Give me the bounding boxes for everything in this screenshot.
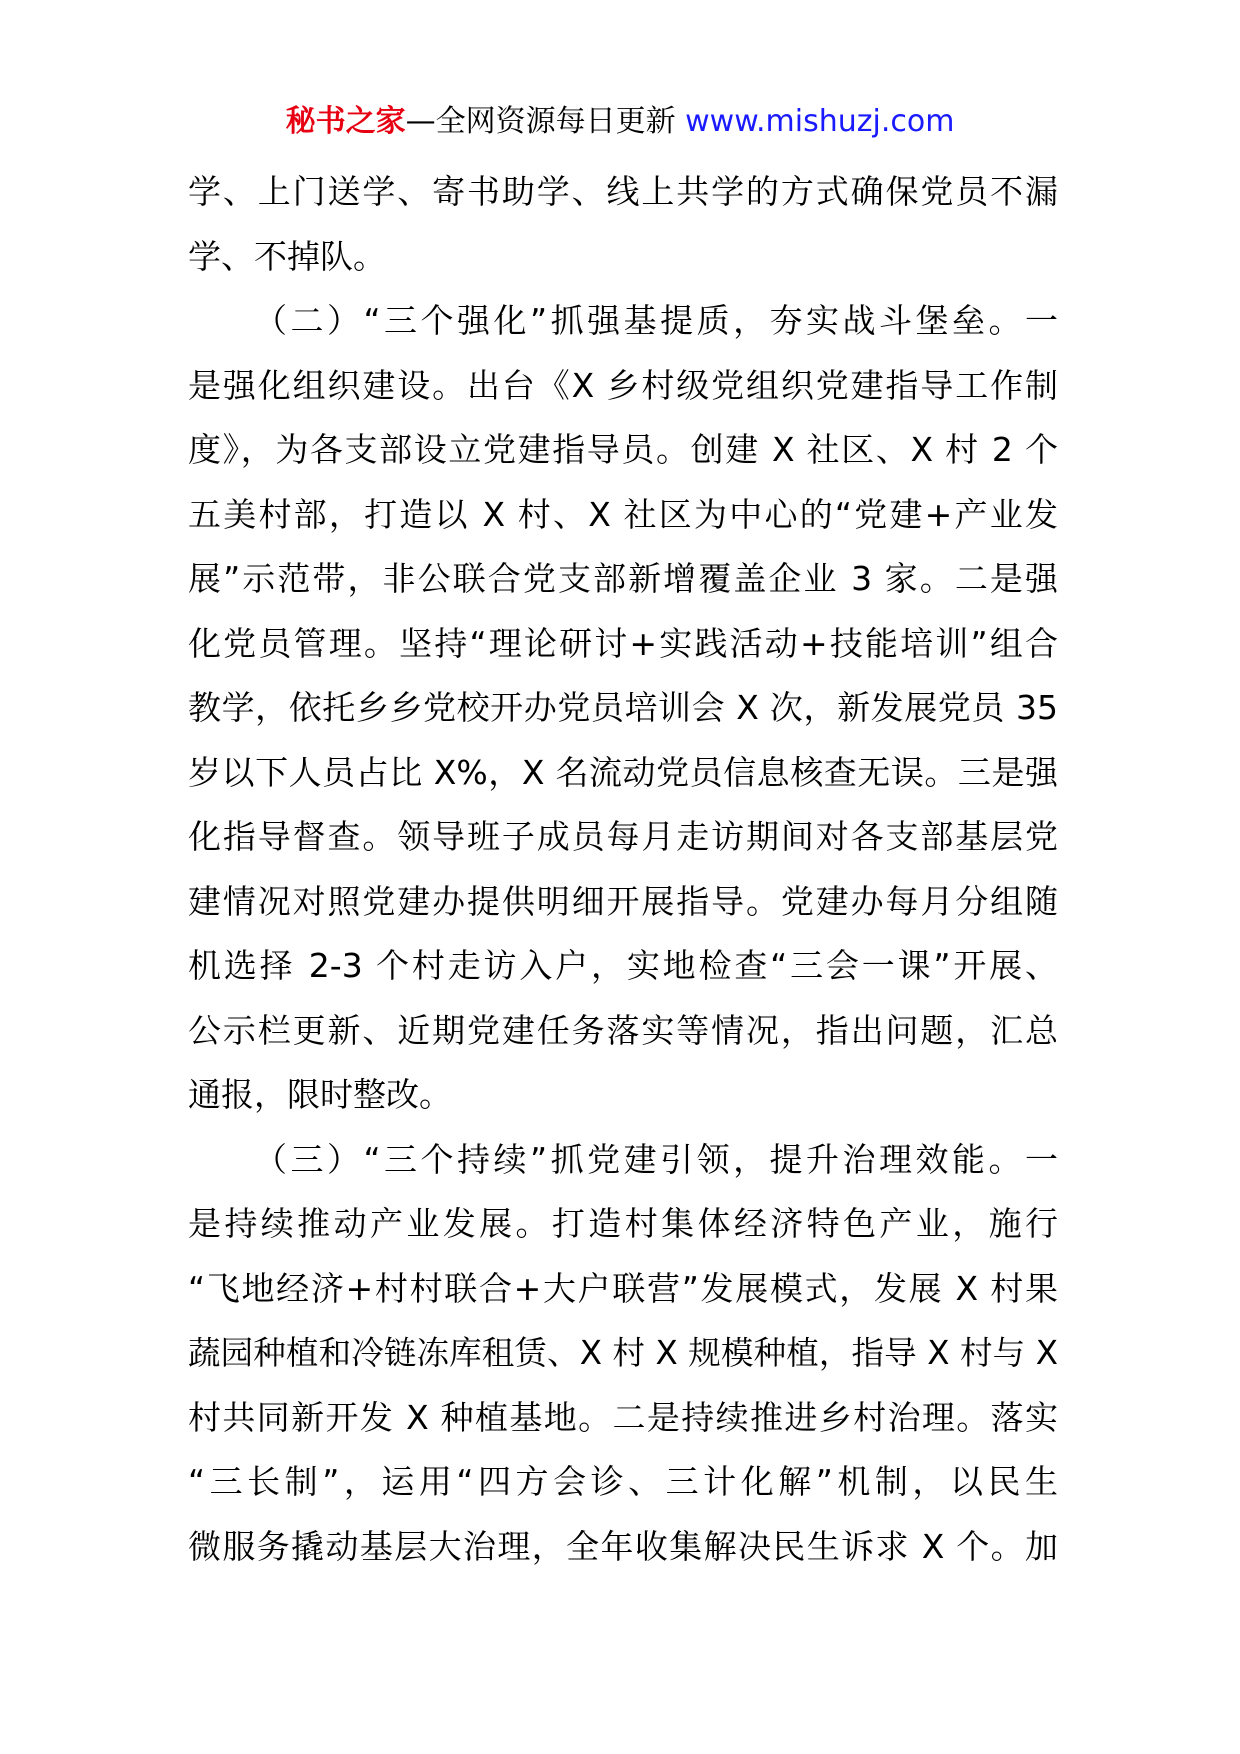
text-line: 化党员管理。坚持“理论研讨+实践活动+技能培训”组合 — [188, 623, 1058, 663]
text-line: （二）“三个强化”抓强基提质，夯实战斗堡垒。一 — [254, 301, 1058, 340]
text-line: 机选择 2-3 个村走访入户，实地检查“三会一课”开展、 — [188, 946, 1058, 985]
website-url: www.mishuzj.com — [685, 104, 955, 139]
header-tagline: —全网资源每日更新 — [405, 104, 686, 139]
text-line: 是强化组织建设。出台《X 乡村级党组织党建指导工作制 — [188, 365, 1058, 405]
text-line: 蔬园种植和冷链冻库租赁、X 村 X 规模种植，指导 X 村与 X — [188, 1334, 1058, 1372]
text-line: 五美村部，打造以 X 村、X 社区为中心的“党建+产业发 — [188, 494, 1058, 534]
text-line: “三长制”，运用“四方会诊、三计化解”机制，以民生 — [188, 1462, 1058, 1501]
text-line: 村共同新开发 X 种植基地。二是持续推进乡村治理。落实 — [188, 1397, 1058, 1437]
text-line: 建情况对照党建办提供明细开展指导。党建办每月分组随 — [188, 881, 1058, 921]
text-line: 展”示范带，非公联合党支部新增覆盖企业 3 家。二是强 — [188, 559, 1058, 598]
text-line: 教学，依托乡乡党校开办党员培训会 X 次，新发展党员 35 — [188, 688, 1058, 727]
brand-name: 秘书之家 — [285, 104, 406, 139]
watermark-header — [0, 100, 1240, 144]
document-body — [188, 160, 1058, 1579]
text-line: 度》，为各支部设立党建指导员。创建 X 社区、X 村 2 个 — [188, 430, 1058, 469]
text-line: “飞地经济+村村联合+大户联营”发展模式，发展 X 村果 — [188, 1268, 1058, 1308]
text-line: 公示栏更新、近期党建任务落实等情况，指出问题，汇总 — [188, 1010, 1058, 1050]
text-line: 微服务撬动基层大治理，全年收集解决民生诉求 X 个。加 — [188, 1526, 1058, 1566]
text-line: 是持续推动产业发展。打造村集体经济特色产业，施行 — [188, 1204, 1058, 1243]
text-line: 化指导督查。领导班子成员每月走访期间对各支部基层党 — [188, 817, 1058, 856]
text-line: 学、上门送学、寄书助学、线上共学的方式确保党员不漏 — [188, 172, 1058, 211]
text-line: 通报，限时整改。 — [188, 1075, 452, 1114]
text-line: 岁以下人员占比 X%，X 名流动党员信息核查无误。三是强 — [188, 752, 1058, 792]
text-line: （三）“三个持续”抓党建引领，提升治理效能。一 — [254, 1139, 1058, 1179]
text-line: 学、不掉队。 — [188, 236, 386, 276]
